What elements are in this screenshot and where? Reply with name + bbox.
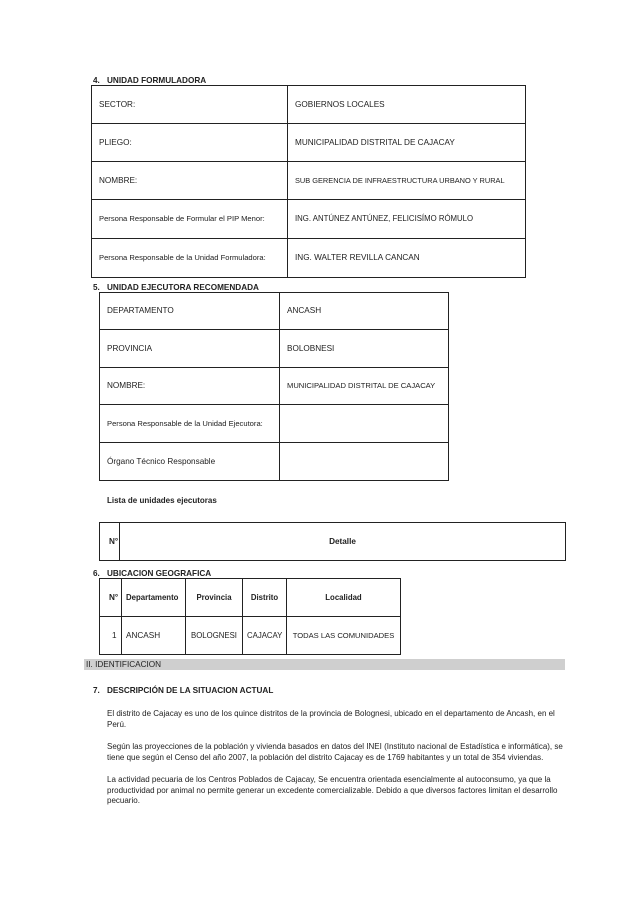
lista-unidades-table [99, 522, 566, 561]
table-row: NOMBRE: MUNICIPALIDAD DISTRITAL DE CAJACAY [100, 368, 449, 405]
section-4-heading: 4. UNIDAD FORMULADORA [93, 76, 207, 85]
table-row: NOMBRE: SUB GERENCIA DE INFRAESTRUCTURA URBANO Y RURAL [92, 162, 526, 200]
table-row: SECTOR: GOBIERNOS LOCALES [92, 86, 526, 124]
section-7-heading: 7. DESCRIPCIÓN DE LA SITUACION ACTUAL [93, 686, 274, 695]
table-row: Persona Responsable de la Unidad Ejecutora: [100, 405, 449, 443]
identificacion-banner: II. IDENTIFICACION [84, 659, 565, 670]
paragraph: Según las proyecciones de la población y vivienda basados en datos del INEI (Instituto nacional de Estadística e informática), se tiene que según el Censo del año 2007, la población del distrito Cajacay es de 1769 habitantes y un total de 354 viviendas. [107, 742, 563, 762]
table-row: Persona Responsable de la Unidad Formuladora: ING. WALTER REVILLA CANCAN [92, 239, 526, 278]
unidad-ejecutora-table [99, 292, 449, 481]
table-row: PROVINCIA BOLOBNESI [100, 330, 449, 368]
section-6-heading: 6. UBICACION GEOGRAFICA [93, 569, 212, 578]
table-row: 1 ANCASH BOLOGNESI CAJACAY TODAS LAS COMUNIDADES [100, 617, 401, 655]
table-row: PLIEGO: MUNICIPALIDAD DISTRITAL DE CAJACAY [92, 124, 526, 162]
paragraph: El distrito de Cajacay es uno de los quince distritos de la provincia de Bolognesi, ubicado en el departamento de Ancash, en el Perú. [107, 709, 555, 729]
table-row: N° Detalle [100, 523, 566, 561]
section-5-heading: 5. UNIDAD EJECUTORA RECOMENDADA [93, 283, 259, 292]
table-header-row: N° Departamento Provincia Distrito Localidad [100, 579, 401, 617]
lista-unidades-title: Lista de unidades ejecutoras [107, 496, 217, 505]
ubicacion-table [99, 578, 401, 655]
table-row: DEPARTAMENTO ANCASH [100, 293, 449, 330]
unidad-formuladora-table [91, 85, 526, 278]
table-row: Persona Responsable de Formular el PIP Menor: ING. ANTÚNEZ ANTÚNEZ, FELICISÍMO RÓMULO [92, 200, 526, 239]
table-row: Órgano Técnico Responsable [100, 443, 449, 481]
paragraph: La actividad pecuaria de los Centros Poblados de Cajacay, Se encuentra orientada esencialmente al autoconsumo, ya que la productividad por animal no permite generar un excedente comercializable. Debido a que diversos factores limitan el desarrollo pecuario. [107, 775, 558, 805]
